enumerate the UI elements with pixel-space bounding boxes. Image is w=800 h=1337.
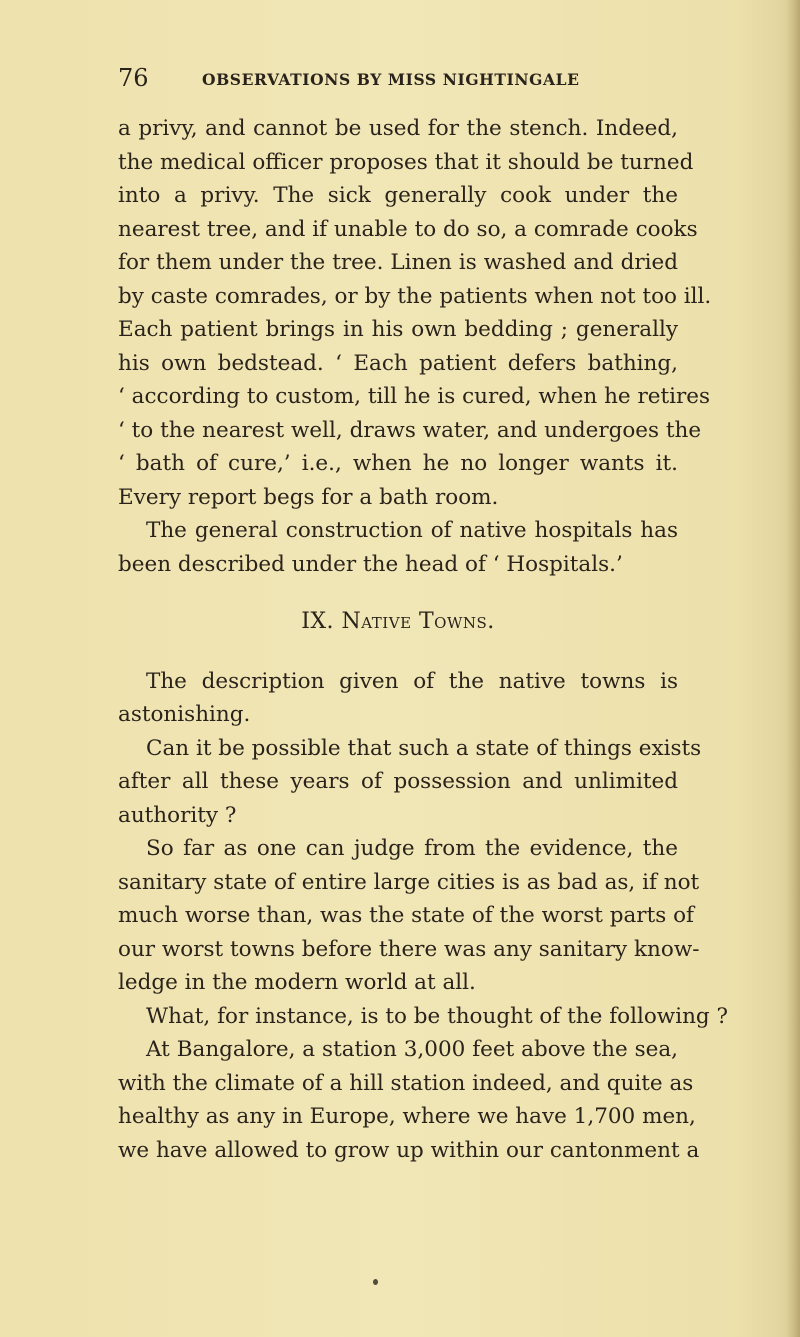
text-line: ‘ to the nearest well, draws water, and undergoes the [118, 417, 702, 443]
text-line: his own bedstead. ‘ Each patient defers bathing, [118, 350, 678, 376]
text-line: Each patient brings in his own bedding ; generally [118, 317, 678, 342]
running-head: OBSERVATIONS BY MISS NIGHTINGALE [202, 70, 580, 89]
paragraph [118, 732, 702, 833]
paragraph [118, 514, 678, 581]
text-line: The description given of the native towns is [146, 668, 678, 694]
text-line: So far as one can judge from the evidence, the [146, 836, 678, 861]
page-edge-shadow [786, 0, 800, 1337]
text-line: What, for instance, is to be thought of the following ? [146, 1003, 729, 1029]
text-line: authority ? [118, 802, 237, 828]
text-line: much worse than, was the state of the worst parts of [118, 903, 694, 928]
page-body [118, 112, 729, 1167]
text-line: Every report begs for a bath room. [118, 484, 499, 510]
text-line: ‘ bath of cure,’ i.e., when he no longer wants it. [118, 451, 678, 476]
text-line: after all these years of possession and unlimited [118, 769, 678, 794]
text-line: the medical officer proposes that it should be turned [118, 149, 694, 175]
text-line: for them under the tree. Linen is washed and dried [118, 250, 678, 275]
text-line: ‘ according to custom, till he is cured, when he retires [118, 384, 711, 409]
text-line: ledge in the modern world at all. [118, 970, 476, 995]
ink-speck [373, 1279, 378, 1285]
paragraph [118, 112, 712, 514]
text-line: a privy, and cannot be used for the stench. Indeed, [118, 116, 678, 141]
text-line: with the climate of a hill station indeed, and quite as [118, 1070, 694, 1096]
text-line: nearest tree, and if unable to do so, a comrade cooks [118, 216, 698, 242]
paragraph [118, 832, 700, 1000]
text-line: our worst towns before there was any sanitary know- [118, 936, 700, 962]
section-heading: IX. Native Towns. [301, 609, 495, 634]
text-line: astonishing. [118, 702, 251, 727]
text-line: been described under the head of ‘ Hospitals.’ [118, 551, 623, 577]
text-line: The general construction of native hospitals has [146, 518, 678, 543]
text-line: At Bangalore, a station 3,000 feet above the sea, [146, 1037, 678, 1062]
page-header [118, 64, 678, 104]
paragraph [118, 1033, 700, 1167]
paragraph [118, 665, 678, 732]
text-line: we have allowed to grow up within our cantonment a [118, 1137, 700, 1163]
text-line: healthy as any in Europe, where we have 1,700 men, [118, 1104, 696, 1129]
text-line: by caste comrades, or by the patients when not too ill. [118, 283, 712, 309]
page-number: 76 [118, 64, 149, 92]
text-line: Can it be possible that such a state of things exists [146, 735, 702, 761]
paragraph [118, 1000, 729, 1034]
text-line: into a privy. The sick generally cook under the [118, 183, 678, 208]
text-line: sanitary state of entire large cities is as bad as, if not [118, 869, 700, 895]
